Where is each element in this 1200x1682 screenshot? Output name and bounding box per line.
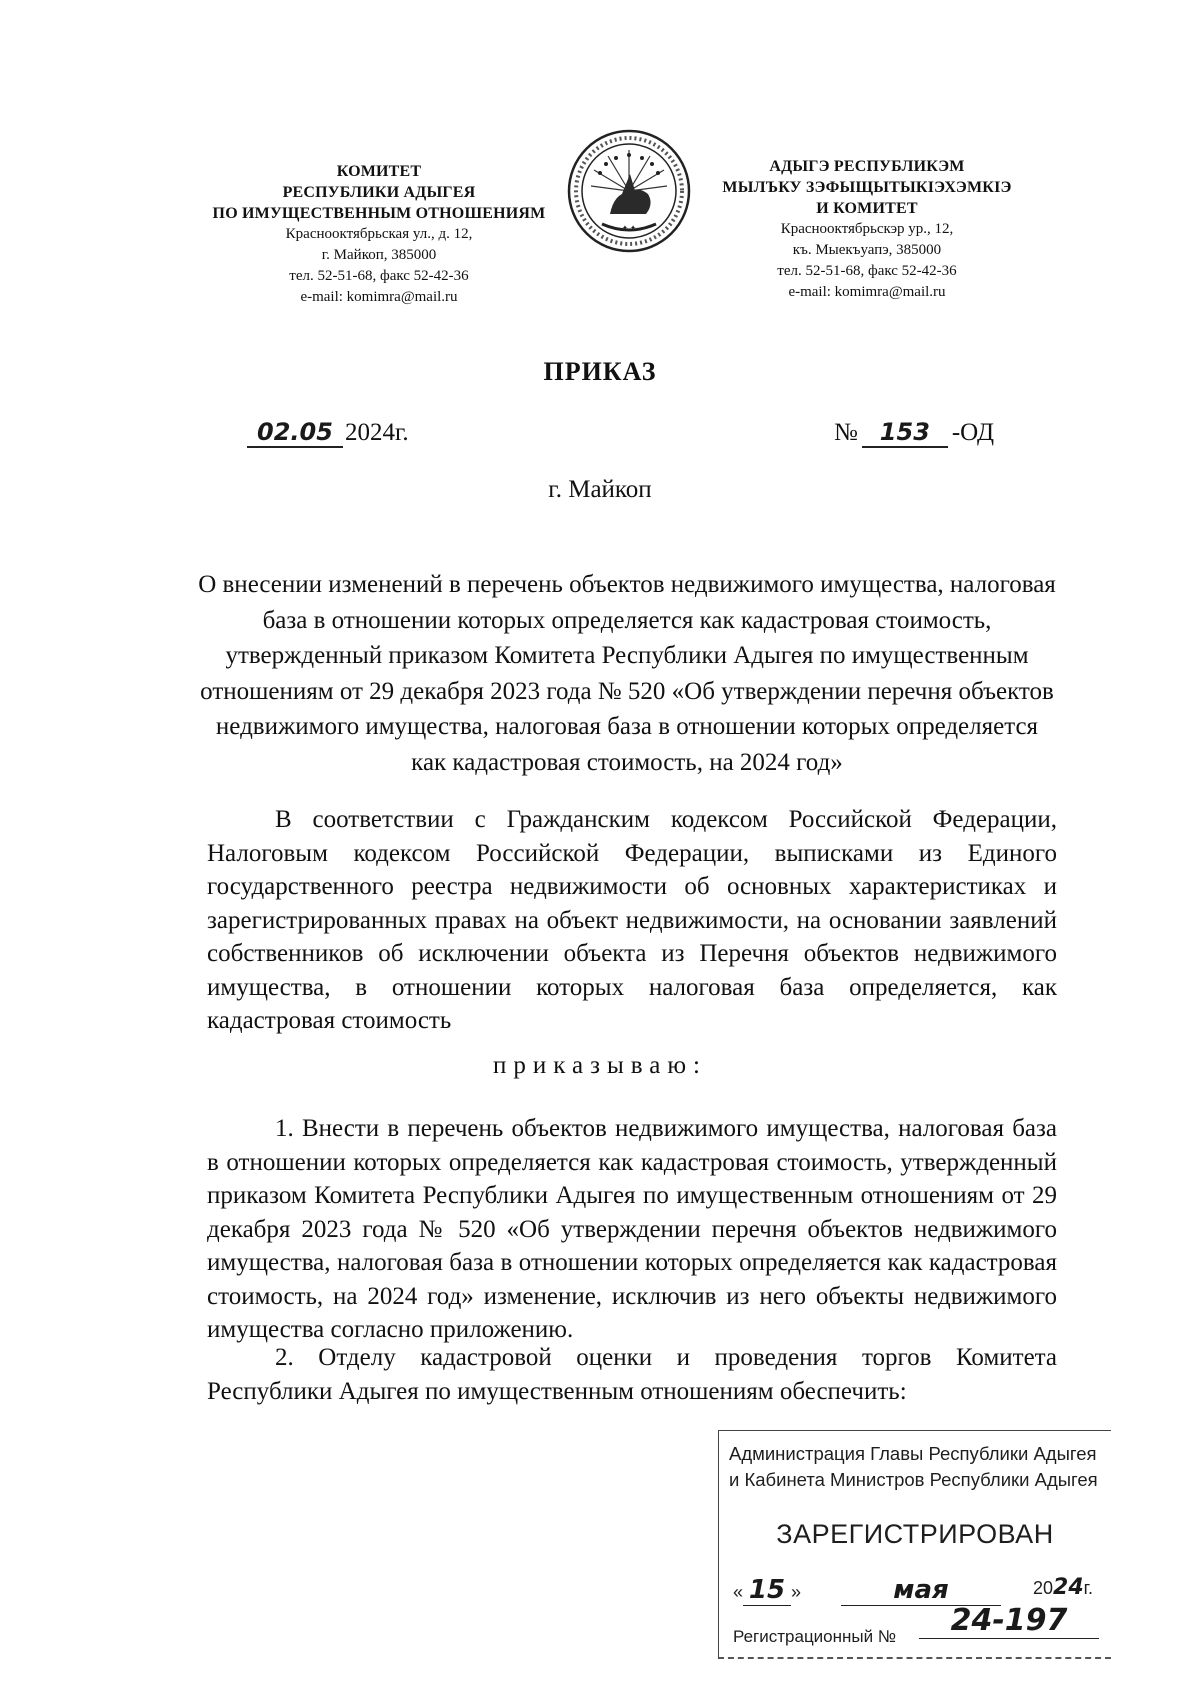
org-address: г. Майкоп, 385000	[321, 247, 437, 263]
org-email: e-mail: komimra@mail.ru	[788, 284, 946, 300]
stamp-org-line: Администрация Главы Республики Адыгея	[729, 1443, 1097, 1464]
org-name-line: КОМИТЕТ	[336, 163, 422, 180]
number-prefix: №	[834, 419, 858, 446]
org-phone: тел. 52-51-68, факс 52-42-36	[289, 268, 469, 284]
order-item-1: 1. Внести в перечень объектов недвижимого имущества, налоговая база в отношении которых определяется как кадастровая стоимость, утвержденный приказом Комитета Республики Адыгея по имущественным отношениям от 29 декабря 2023 года № 520 «Об утверждении перечня объектов недвижимого имущества, налоговая база в отношении которых определяется как кадастровая стоимость, на 2024 год» изменение, исключив из него объекты недвижимого имущества согласно приложению.	[207, 1115, 1057, 1343]
stamp-status: ЗАРЕГИСТРИРОВАН	[776, 1519, 1054, 1549]
order-word: приказываю:	[493, 1052, 707, 1079]
stamp-org-line: и Кабинета Министров Республики Адыгея	[729, 1469, 1098, 1490]
handwritten-year: 24	[1053, 1575, 1084, 1600]
stamp-year	[1033, 1575, 1093, 1600]
stamp-org	[729, 1441, 1107, 1493]
org-name-line: РЕСПУБЛИКИ АДЫГЕЯ	[282, 184, 476, 201]
org-address: Краснооктябрьскэр ур., 12,	[780, 221, 954, 237]
org-name-line: АДЫГЭ РЕСПУБЛИКЭМ	[769, 158, 965, 175]
year-suffix: г.	[1083, 1578, 1094, 1598]
basis-paragraph: В соответствии с Гражданским кодексом Российской Федерации, Налоговым кодексом Российской Федерации, выписками из Единого государственного реестра недвижимости об основных характеристиках и зарегистрированных правах на объект недвижимости, на основании заявлений собственников об исключении объекта из Перечня объектов недвижимого имущества, в отношении которых налоговая база определяется, как кадастровая стоимость	[207, 806, 1057, 1034]
handwritten-reg-number: 24-197	[919, 1603, 1099, 1639]
stamp-reg-number	[733, 1603, 1103, 1647]
header-left	[196, 161, 562, 308]
org-name-line: И КОМИТЕТ	[816, 200, 918, 217]
order-item-2: 2. Отделу кадастровой оценки и проведения торгов Комитета Республики Адыгея по имущественным отношениям обеспечить:	[207, 1344, 1057, 1405]
document-subject: О внесении изменений в перечень объектов недвижимого имущества, налоговая база в отношении которых определяется как кадастровая стоимость, утвержденный приказом Комитета Республики Адыгея по имущественным отношениям от 29 декабря 2023 года № 520 «Об утверждении перечня объектов недвижимого имущества, налоговая база в отношении которых определяется как кадастровая стоимость, на 2024 год»	[198, 571, 1056, 776]
document-date	[247, 418, 409, 448]
org-address: къ. Мыекъуапэ, 385000	[792, 242, 942, 258]
handwritten-month: мая	[841, 1575, 1001, 1606]
document-city: г. Майкоп	[548, 476, 652, 503]
org-name-line: ПО ИМУЩЕСТВЕННЫМ ОТНОШЕНИЯМ	[212, 205, 546, 222]
header-right	[696, 156, 1038, 303]
handwritten-date: 02.05	[247, 418, 343, 448]
reg-number-label: Регистрационный №	[733, 1627, 897, 1646]
org-address: Краснооктябрьская ул., д. 12,	[285, 226, 473, 242]
quote-close: »	[791, 1582, 802, 1602]
stamp-day	[733, 1575, 801, 1606]
document-number	[834, 418, 994, 448]
year-prefix: 20	[1033, 1578, 1054, 1598]
handwritten-day: 15	[743, 1575, 791, 1606]
handwritten-number: 153	[862, 418, 948, 448]
coat-of-arms-emblem-icon	[566, 128, 692, 254]
svg-text:✦ ✦: ✦ ✦	[622, 224, 636, 232]
date-year: 2024г.	[345, 419, 409, 446]
org-email: e-mail: komimra@mail.ru	[300, 289, 458, 305]
number-suffix: -ОД	[951, 419, 995, 446]
org-name-line: МЫЛЪКУ ЗЭФЫЩЫТЫКІЭХЭМКІЭ	[722, 179, 1012, 196]
registration-stamp	[718, 1430, 1111, 1659]
quote-open: «	[733, 1582, 744, 1602]
org-phone: тел. 52-51-68, факс 52-42-36	[777, 263, 957, 279]
document-title: ПРИКАЗ	[543, 357, 657, 386]
